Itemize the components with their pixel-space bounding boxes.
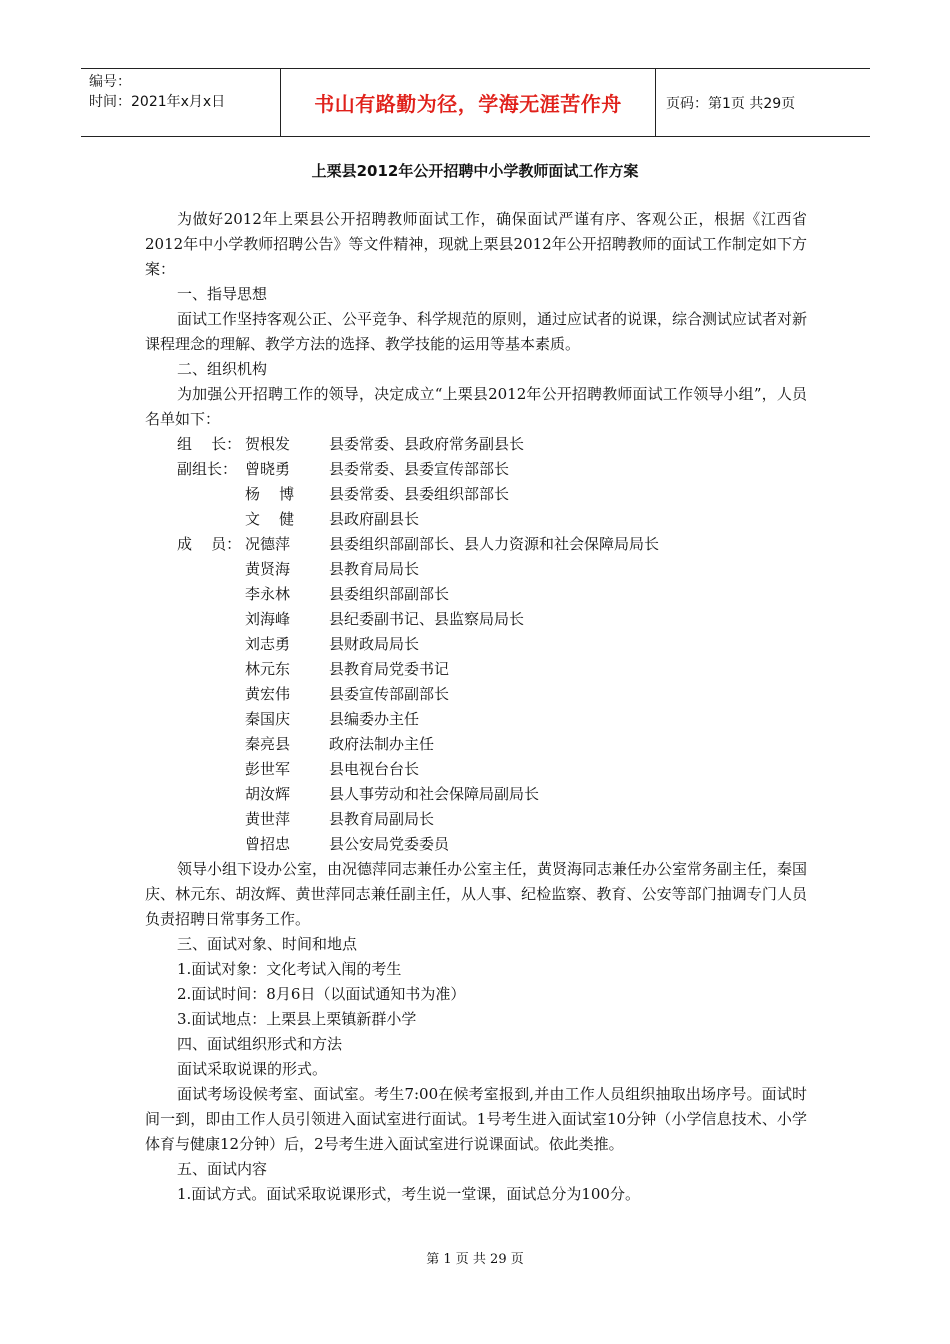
list-item: 3.面试地点：上栗县上栗镇新群小学 [177, 1010, 417, 1028]
member-name: 李永林 [245, 585, 291, 603]
member-name: 胡汝辉 [245, 785, 291, 803]
member-position: 县人事劳动和社会保障局副局长 [329, 785, 540, 803]
member-name: 黄宏伟 [245, 685, 291, 703]
member-role-label: 成 员： [177, 535, 242, 553]
member-name: 黄世萍 [245, 810, 291, 828]
member-name: 黄贤海 [245, 560, 291, 578]
member-position: 政府法制办主任 [329, 735, 435, 753]
member-row [145, 757, 807, 782]
header-meta-cell [81, 69, 281, 136]
member-name: 杨 博 [245, 485, 295, 503]
member-position: 县委常委、县委宣传部部长 [329, 460, 510, 478]
member-row [145, 732, 807, 757]
member-position: 县公安局党委委员 [329, 835, 450, 853]
member-role-label [145, 682, 245, 707]
member-list [145, 432, 807, 857]
member-position: 县编委办主任 [329, 710, 420, 728]
member-name: 秦国庆 [245, 710, 291, 728]
section-paragraph: 面试考场设候考室、面试室。考生7:00在候考室报到,并由工作人员组织抽取出场序号。面试时间一到，即由工作人员引领进入面试室进行面试。1号考生进入面试室10分钟（小学信息技术、小学体育与健康12分钟）后，2号考生进入面试室进行说课面试。依此类推。 [145, 1085, 807, 1153]
member-row [145, 507, 807, 532]
member-role-label [145, 607, 245, 632]
section-heading: 二、组织机构 [177, 360, 268, 378]
section-heading: 五、面试内容 [177, 1160, 268, 1178]
member-name: 刘海峰 [245, 610, 291, 628]
list-item: 1.面试方式。面试采取说课形式，考生说一堂课，面试总分为100分。 [177, 1185, 640, 1203]
section-heading: 一、指导思想 [177, 285, 268, 303]
header-page-info: 页码：第1页 共29页 [666, 95, 796, 112]
member-name: 文 健 [245, 510, 295, 528]
member-row [145, 457, 807, 482]
section-heading: 四、面试组织形式和方法 [177, 1035, 343, 1053]
member-row [145, 657, 807, 682]
member-name: 彭世军 [245, 760, 291, 778]
member-row [145, 532, 807, 557]
member-role-label [145, 832, 245, 857]
member-name: 林元东 [245, 660, 291, 678]
member-position: 县政府副县长 [329, 510, 420, 528]
member-position: 县委组织部副部长、县人力资源和社会保障局局长 [329, 535, 660, 553]
member-role-label [145, 582, 245, 607]
member-position: 县委宣传部副部长 [329, 685, 450, 703]
member-row [145, 432, 807, 457]
member-name: 贺根发 [245, 435, 291, 453]
section-paragraph: 面试工作坚持客观公正、公平竞争、科学规范的原则，通过应试者的说课，综合测试应试者对新课程理念的理解、教学方法的选择、教学技能的运用等基本素质。 [145, 310, 808, 353]
member-row [145, 682, 807, 707]
member-position: 县委组织部副部长 [329, 585, 450, 603]
member-row [145, 557, 807, 582]
document-body [145, 207, 807, 1207]
member-position: 县教育局局长 [329, 560, 420, 578]
member-position: 县纪委副书记、县监察局局长 [329, 610, 525, 628]
member-role-label [145, 482, 245, 507]
member-row [145, 807, 807, 832]
list-item: 2.面试时间：8月6日（以面试通知书为准） [177, 985, 466, 1003]
member-row [145, 707, 807, 732]
member-position: 县委常委、县政府常务副县长 [329, 435, 525, 453]
member-position: 县财政局局长 [329, 635, 420, 653]
document-title: 上栗县2012年公开招聘中小学教师面试工作方案 [311, 162, 639, 180]
member-role-label [145, 557, 245, 582]
member-role-label [145, 507, 245, 532]
member-name: 秦亮县 [245, 735, 291, 753]
member-row [145, 782, 807, 807]
page-footer: 第 1 页 共 29 页 [426, 1252, 524, 1267]
member-name: 曾招忠 [245, 835, 291, 853]
intro-paragraph: 为做好2012年上栗县公开招聘教师面试工作，确保面试严谨有序、客观公正，根据《江西省2012年中小学教师招聘公告》等文件精神，现就上栗县2012年公开招聘教师的面试工作制定如下方案： [145, 210, 807, 278]
member-name: 况德萍 [245, 535, 291, 553]
member-role-label [145, 807, 245, 832]
member-role-label [145, 657, 245, 682]
office-paragraph: 领导小组下设办公室，由况德萍同志兼任办公室主任，黄贤海同志兼任办公室常务副主任，秦国庆、林元东、胡汝辉、黄世萍同志兼任副主任，从人事、纪检监察、教育、公安等部门抽调专门人员负责招聘日常事务工作。 [145, 860, 808, 928]
member-role-label: 副组长： [177, 460, 238, 478]
section-paragraph: 为加强公开招聘工作的领导，决定成立“上栗县2012年公开招聘教师面试工作领导小组”，人员名单如下： [145, 385, 807, 428]
member-position: 县教育局副局长 [329, 810, 435, 828]
member-position: 县电视台台长 [329, 760, 420, 778]
member-name: 刘志勇 [245, 635, 291, 653]
document-number-label: 编号： [89, 74, 131, 90]
section-paragraph: 面试采取说课的形式。 [177, 1060, 328, 1078]
member-role-label [145, 632, 245, 657]
list-item: 1.面试对象：文化考试入闱的考生 [177, 960, 402, 978]
member-position: 县委常委、县委组织部部长 [329, 485, 510, 503]
section-heading: 三、面试对象、时间和地点 [177, 935, 358, 953]
member-role-label [145, 732, 245, 757]
member-row [145, 632, 807, 657]
member-position: 县教育局党委书记 [329, 660, 450, 678]
member-name: 曾晓勇 [245, 460, 291, 478]
member-row [145, 582, 807, 607]
member-role-label [145, 757, 245, 782]
member-role-label [145, 782, 245, 807]
member-role-label [145, 707, 245, 732]
header-motto: 书山有路勤为径，学海无涯苦作舟 [281, 69, 656, 136]
member-row [145, 482, 807, 507]
document-date-label: 时间：2021年x月x日 [89, 94, 226, 110]
header-table [81, 68, 870, 137]
member-row [145, 607, 807, 632]
member-role-label: 组 长： [177, 435, 242, 453]
member-row [145, 832, 807, 857]
